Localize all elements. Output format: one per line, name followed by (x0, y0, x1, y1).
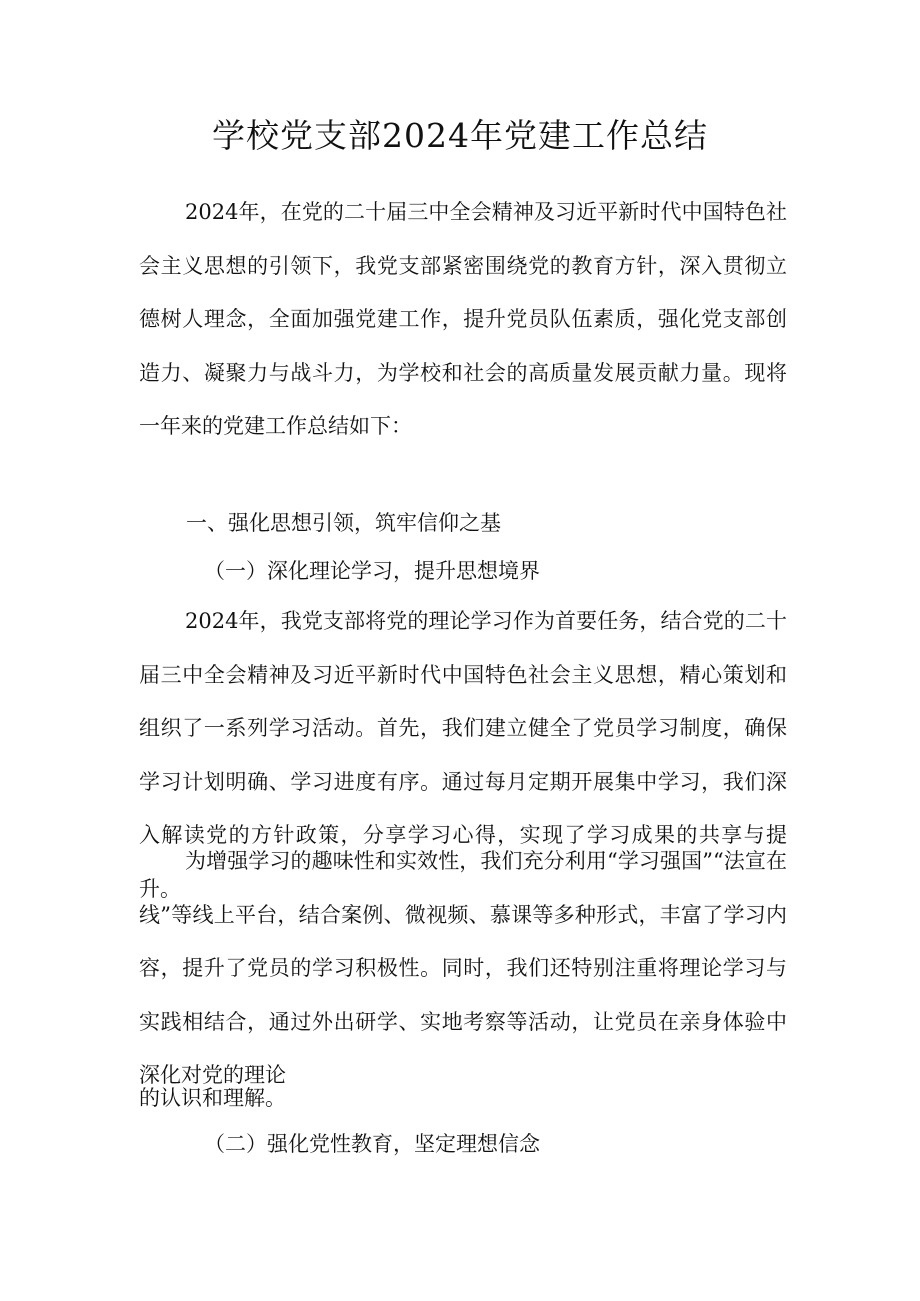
section-heading-1: 一、强化思想引领，筑牢信仰之基 (186, 511, 501, 535)
subsection-heading-1: （一）深化理论学习，提升思想境界 (204, 559, 540, 583)
body-paragraph-1: 2024年，我党支部将党的理论学习作为首要任务，结合党的二十届三中全会精神及习近平新时代中国特色社会主义思想，精心策划和组织了一系列学习活动。首先，我们建立健全了党员学习制度，确保学习计划明确、学习进度有序。通过每月定期开展集中学习，我们深入解读党的方针政策，分享学习心得，实现了学习成果的共享与提升。 (139, 609, 787, 901)
document-title: 学校党支部2024年党建工作总结 (212, 116, 708, 155)
body-paragraph-2-tail: 的认识和理解。 (139, 1086, 286, 1110)
body-paragraph-2: 为增强学习的趣味性和实效性，我们充分利用“学习强国”“法宣在线”等线上平台，结合案例、微视频、慕课等多种形式，丰富了学习内容，提升了党员的学习积极性。同时，我们还特别注重将理论学习与实践相结合，通过外出研学、实地考察等活动，让党员在亲身体验中深化对党的理论 (139, 849, 787, 1087)
subsection-heading-2: （二）强化党性教育，坚定理想信念 (204, 1132, 540, 1156)
intro-paragraph: 2024年，在党的二十届三中全会精神及习近平新时代中国特色社会主义思想的引领下，我党支部紧密围绕党的教育方针，深入贯彻立德树人理念，全面加强党建工作，提升党员队伍素质，强化党支部创造力、凝聚力与战斗力，为学校和社会的高质量发展贡献力量。现将一年来的党建工作总结如下： (139, 200, 787, 438)
